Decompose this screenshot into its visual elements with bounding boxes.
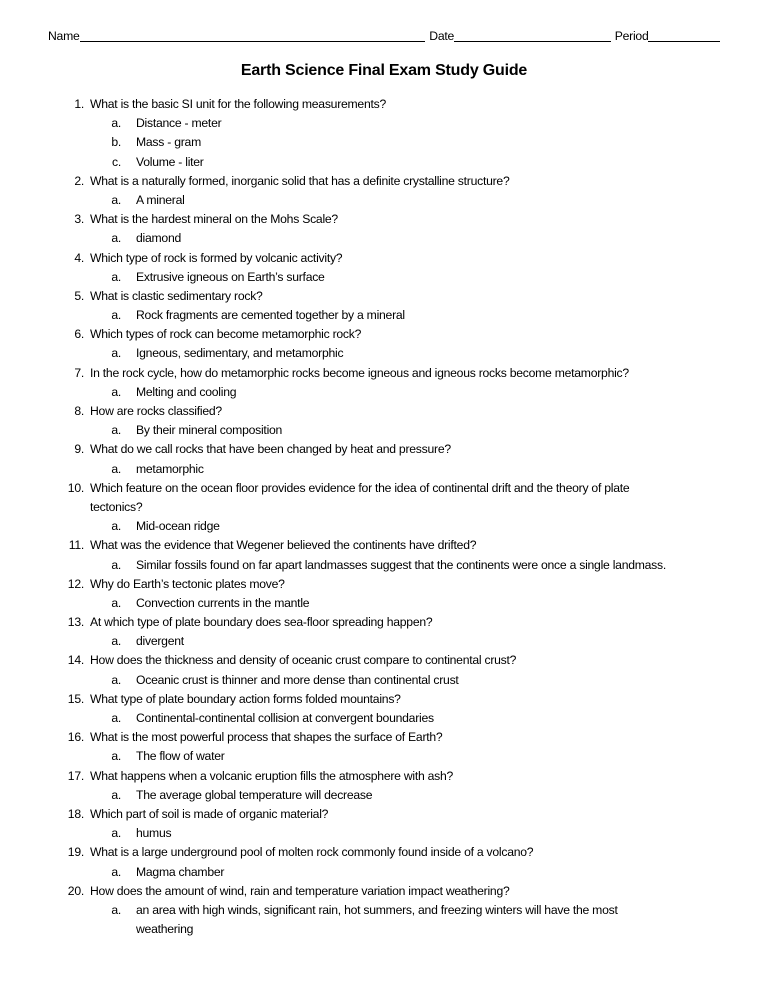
answer-letter: a. [111,826,121,841]
question-text: What is a large underground pool of molten rock commonly found inside of a volcano? [90,845,534,860]
question-text: Which feature on the ocean floor provides evidence for the idea of continental drift and the theory of plate [90,480,630,495]
answer-text: Distance - meter [136,116,222,131]
answer-text: By their mineral composition [136,423,283,438]
answer-text: Melting and cooling [136,384,237,399]
answer-letter: a. [111,634,121,649]
question-number: 13. [67,615,84,630]
answer-text: Magma chamber [136,864,225,879]
answer-line [0,901,728,920]
answer-text: metamorphic [136,461,204,476]
answer-letter: a. [111,461,121,476]
answer-text: Oceanic crust is thinner and more dense than continental crust [136,672,459,687]
question-text: What do we call rocks that have been changed by heat and pressure? [90,442,451,457]
answer-letter: a. [111,519,121,534]
answer-text: Mass - gram [136,135,201,150]
answer-letter: a. [111,672,121,687]
question-text: Why do Earth’s tectonic plates move? [90,576,285,591]
answer-text: A mineral [136,192,185,207]
answer-line [0,460,728,479]
answer-text: Similar fossils found on far apart landmasses suggest that the continents were once a single landmass. [136,557,667,572]
question-line [0,613,728,632]
question-line [0,364,728,383]
answer-letter: a. [111,192,121,207]
question-text: What happens when a volcanic eruption fills the atmosphere with ash? [90,768,454,783]
question-text: Which types of rock can become metamorphic rock? [90,327,362,342]
answer-letter: a. [111,384,121,399]
question-line [0,882,728,901]
question-line [0,402,728,421]
question-number: 11. [68,538,84,553]
answer-letter: a. [111,557,121,572]
answer-text: diamond [136,231,182,246]
question-number: 4. [74,250,84,265]
question-line [0,479,728,498]
question-text: In the rock cycle, how do metamorphic rocks become igneous and igneous rocks become metamorphic? [90,365,629,380]
answer-letter: a. [111,308,121,323]
answer-letter: a. [111,902,121,917]
question-text: How does the amount of wind, rain and temperature variation impact weathering? [90,883,510,898]
question-number: 7. [74,365,84,380]
question-number: 1. [74,97,84,111]
answer-text: Volume - liter [136,154,204,169]
answer-letter: a. [111,231,121,246]
question-text: What is the basic SI unit for the following measurements? [90,97,387,111]
question-list [0,95,728,939]
question-line [0,805,728,824]
question-text: How are rocks classified? [90,404,222,418]
question-line [0,172,728,191]
answer-line [0,786,728,805]
answer-line [0,747,728,766]
answer-line [0,133,728,152]
answer-text: an area with high winds, significant rain, hot summers, and freezing winters will have the most [136,902,618,917]
question-line [0,95,728,114]
question-line [0,728,728,747]
question-number: 16. [67,730,84,745]
question-line [0,440,728,459]
answer-line [0,632,728,651]
question-text: At which type of plate boundary does sea-floor spreading happen? [90,615,433,630]
question-number: 20. [67,883,84,898]
answer-letter: a. [111,346,121,361]
answer-line [0,191,728,210]
answer-text: Convection currents in the mantle [136,595,310,610]
answer-text: Igneous, sedimentary, and metamorphic [136,346,344,361]
answer-line [0,344,728,363]
question-number: 14. [67,653,84,668]
answer-line [0,153,728,172]
answer-text: divergent [136,634,184,649]
question-number: 10. [67,480,84,495]
question-number: 9. [74,442,84,457]
answer-line [0,556,728,575]
question-line [0,325,728,344]
answer-line [0,517,728,536]
question-line [0,575,728,594]
answer-line [0,824,728,843]
question-line [0,651,728,670]
date-label: Date [429,29,455,43]
answer-letter: a. [111,269,121,284]
question-line [0,498,728,517]
answer-line [0,920,728,939]
question-text: What is a naturally formed, inorganic solid that has a definite crystalline structure? [90,173,510,188]
header-fields [48,29,720,43]
answer-line [0,306,728,325]
answer-letter: a. [111,864,121,879]
question-line [0,536,728,555]
name-blank[interactable] [80,29,426,42]
answer-text: humus [136,826,172,841]
answer-text: The average global temperature will decrease [136,787,373,802]
answer-letter: a. [111,423,121,438]
period-blank[interactable] [648,29,720,42]
answer-line [0,114,728,133]
question-number: 15. [67,691,84,706]
question-line [0,767,728,786]
answer-line [0,863,728,882]
answer-letter: a. [111,787,121,802]
name-label: Name [48,29,80,43]
question-text: What is the most powerful process that shapes the surface of Earth? [90,730,443,745]
answer-line [0,421,728,440]
answer-line [0,229,728,248]
answer-text: The flow of water [136,749,225,764]
answer-line [0,594,728,613]
answer-text: weathering [136,922,194,937]
question-line [0,210,728,229]
answer-letter: c. [112,154,121,169]
answer-text: Extrusive igneous on Earth’s surface [136,269,325,284]
question-number: 3. [74,212,84,227]
question-text: What was the evidence that Wegener believed the continents have drifted? [90,538,477,553]
question-text: What is clastic sedimentary rock? [90,288,263,303]
question-number: 2. [74,173,84,188]
question-line [0,287,728,306]
answer-line [0,671,728,690]
question-line [0,690,728,709]
answer-line [0,709,728,728]
question-text: Which part of soil is made of organic material? [90,806,329,821]
answer-letter: a. [111,711,121,725]
answer-letter: a. [111,595,121,610]
question-number: 8. [74,404,84,418]
question-line [0,249,728,268]
answer-letter: a. [111,749,121,764]
question-text: What is the hardest mineral on the Mohs Scale? [90,212,338,227]
question-text: tectonics? [90,499,143,514]
answer-line [0,268,728,287]
question-number: 17. [67,768,84,783]
question-text: How does the thickness and density of oceanic crust compare to continental crust? [90,653,517,668]
answer-text: Mid-ocean ridge [136,519,220,534]
page-title: Earth Science Final Exam Study Guide [240,62,528,79]
question-number: 12. [67,576,84,591]
answer-letter: b. [111,135,121,150]
question-number: 6. [74,327,84,342]
question-number: 19. [67,845,84,860]
answer-letter: a. [111,116,121,131]
question-line [0,843,728,862]
question-number: 18. [67,806,84,821]
question-text: What type of plate boundary action forms folded mountains? [90,691,401,706]
answer-text: Continental-continental collision at convergent boundaries [136,711,434,725]
answer-line [0,383,728,402]
period-label: Period [614,29,649,43]
answer-text: Rock fragments are cemented together by a mineral [136,308,405,323]
question-text: Which type of rock is formed by volcanic activity? [90,250,343,265]
date-blank[interactable] [454,29,611,42]
question-number: 5. [74,288,84,303]
